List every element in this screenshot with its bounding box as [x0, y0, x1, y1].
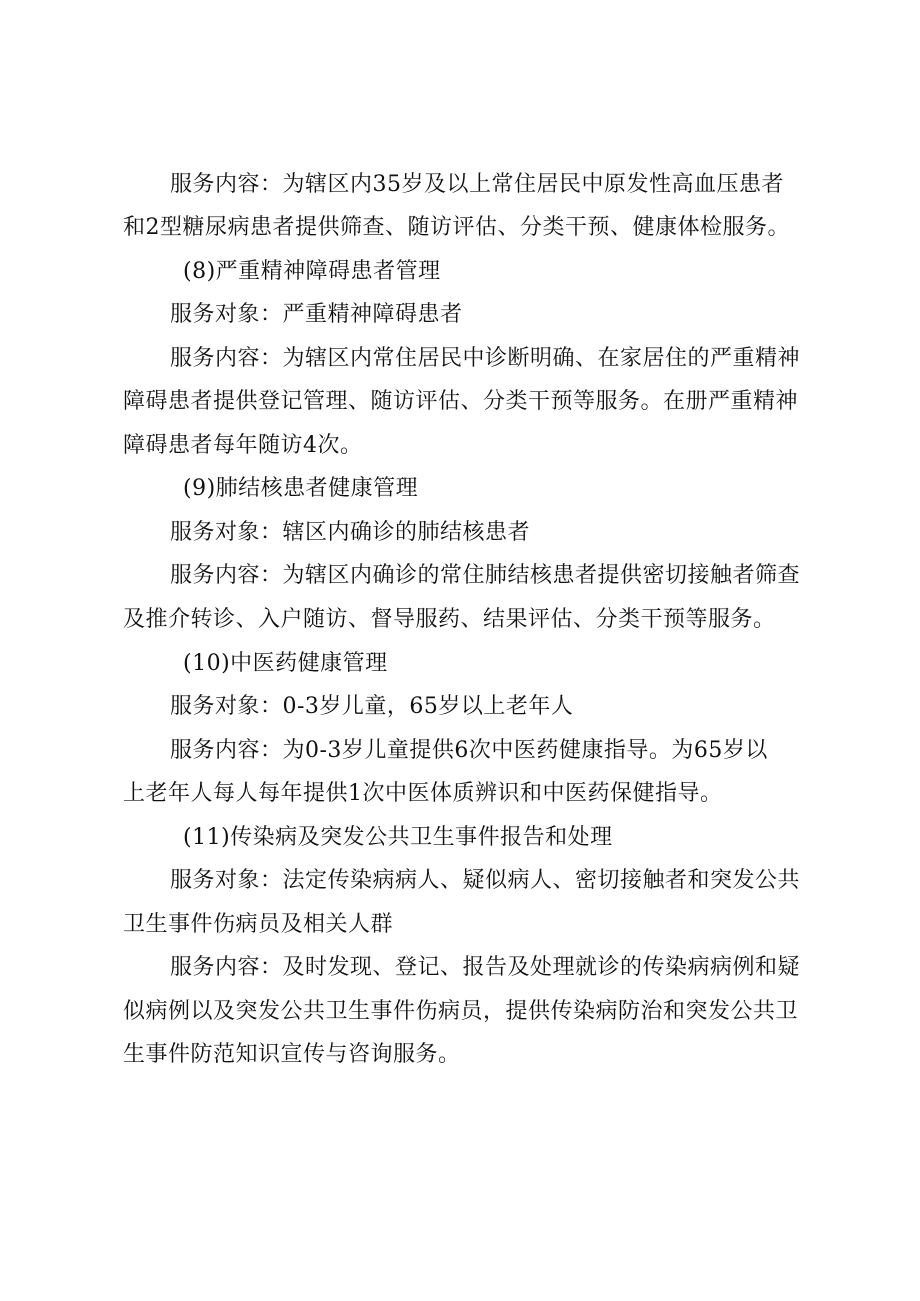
- paragraph-line: 服务内容：为辖区内35岁及以上常住居民中原发性高血压患者: [170, 172, 784, 197]
- paragraph-line: 服务内容：为辖区内确诊的常住肺结核患者提供密切接触者筛查: [170, 563, 801, 588]
- section-heading: (11)传染病及突发公共卫生事件报告和处理: [183, 825, 613, 850]
- paragraph-line: 卫生事件伤病员及相关人群: [123, 912, 394, 937]
- paragraph-line: 及推介转诊、入户随访、督导服药、结果评估、分类干预等服务。: [123, 607, 776, 632]
- paragraph-line: 服务对象：辖区内确诊的肺结核患者: [170, 520, 531, 545]
- paragraph-line: 服务内容：为辖区内常住居民中诊断明确、在家居住的严重精神: [170, 346, 801, 371]
- paragraph-line: 服务内容：为0-3岁儿童提供6次中医药健康指导。为65岁以: [170, 738, 768, 763]
- section-heading: (10)中医药健康管理: [183, 651, 388, 676]
- paragraph-line: 服务对象：严重精神障碍患者: [170, 302, 463, 327]
- paragraph-line: 服务对象：0-3岁儿童，65岁以上老年人: [170, 694, 574, 719]
- paragraph-line: 障碍患者每年随访4次。: [123, 433, 363, 458]
- section-heading: (8)严重精神障碍患者管理: [183, 259, 441, 284]
- paragraph-line: 生事件防范知识宣传与咨询服务。: [123, 1042, 461, 1067]
- section-heading: (9)肺结核患者健康管理: [183, 476, 419, 501]
- paragraph-line: 上老年人每人每年提供1次中医体质辨识和中医药保健指导。: [123, 781, 723, 806]
- paragraph-line: 服务对象：法定传染病病人、疑似病人、密切接触者和突发公共: [170, 868, 801, 893]
- paragraph-line: 和2型糖尿病患者提供筛查、随访评估、分类干预、健康体检服务。: [123, 215, 790, 240]
- paragraph-line: 服务内容：及时发现、登记、报告及处理就诊的传染病病例和疑: [170, 955, 801, 980]
- paragraph-line: 似病例以及突发公共卫生事件伤病员，提供传染病防治和突发公共卫: [123, 999, 799, 1024]
- paragraph-line: 障碍患者提供登记管理、随访评估、分类干预等服务。在册严重精神: [123, 389, 799, 414]
